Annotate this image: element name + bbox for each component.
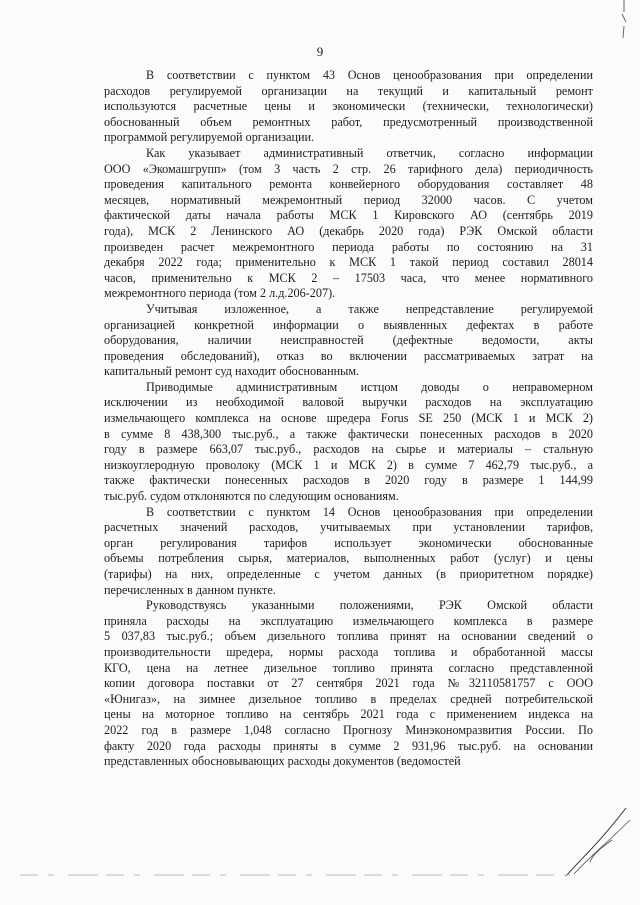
text-line: организацией конкретной информации о выявленных дефектах в работе [104, 317, 593, 332]
text-line: представленных обосновывающих расходы документов (ведомостей [104, 754, 461, 769]
text-line: приняла расходы на эксплуатацию измельчающего комплекса в размере [104, 613, 593, 628]
paragraph [104, 505, 593, 599]
text-line: тыс.руб. судом отклоняются по следующим основаниям. [104, 489, 399, 504]
text-line: месяцев, нормативный межремонтный период 32000 часов. С учетом [104, 192, 593, 207]
paragraph [104, 302, 593, 380]
text-line: также фактически понесенных расходов в 2020 году в размере 1 144,99 [104, 473, 593, 488]
text-line: (тарифы) на них, определенные с учетом данных (в приоритетном порядке) [104, 567, 593, 581]
document-body [104, 68, 593, 770]
text-line: Как указывает административный ответчик, согласно информации [146, 145, 593, 160]
text-line: производительности шредера, нормы расхода топлива и обработанной массы [104, 644, 593, 659]
paragraph [104, 380, 593, 505]
text-line: Учитывая изложенное, а также непредставление регулируемой [146, 301, 593, 316]
paragraph [104, 68, 593, 146]
text-line: 2022 год в размере 1,048 согласно Прогнозу Минэкономразвития России. По [104, 722, 593, 737]
text-line: объемы потребления сырья, материалов, выполненных работ (услуг) и цены [104, 551, 593, 566]
text-line: расходов регулируемой организации на текущий и капитальный ремонт [104, 83, 593, 98]
text-line: В соответствии с пунктом 14 Основ ценообразования при определении [146, 504, 593, 519]
text-line: КГО, цена на летнее дизельное топливо принята согласно представленной [104, 660, 593, 675]
text-line: в сумме 8 438,300 тыс.руб., а также фактически понесенных расходов в 2020 [104, 426, 593, 441]
scan-footer-artifact [20, 872, 580, 878]
text-line: исключении из необходимой валовой выручки расходов на эксплуатацию [104, 395, 593, 410]
text-line: программой регулируемой организации. [104, 130, 315, 145]
text-line: Руководствуясь указанными положениями, РЭК Омской области [146, 598, 593, 613]
text-line: проведения обследований), отказ во включении рассматриваемых затрат на [104, 348, 593, 363]
text-line: факту 2020 года расходы приняты в сумме 2 931,96 тыс.руб. на основании [104, 738, 593, 753]
text-line: измельчающего комплекса на основе шредера Forus SE 250 (МСК 1 и МСК 2) [104, 411, 593, 426]
text-line: перечисленных в данном пункте. [104, 582, 276, 597]
text-line: произведен расчет межремонтного периода работы по состоянию на 31 [104, 239, 593, 254]
text-line: Приводимые административным истцом доводы о неправомерном [146, 379, 593, 394]
text-line: декабря 2022 года; применительно к МСК 1 такой период составил 28014 [104, 255, 593, 270]
scan-edge-mark [618, 0, 630, 40]
text-line: низкоуглеродную проволоку (МСК 1 и МСК 2) в сумме 7 462,79 тыс.руб., а [104, 457, 593, 472]
text-line: фактической даты начала работы МСК 1 Кировского АО (сентябрь 2019 [104, 208, 593, 223]
text-line: В соответствии с пунктом 43 Основ ценообразования при определении [146, 68, 593, 82]
text-line: часов, применительно к МСК 2 – 17503 часа, что менее нормативного [104, 270, 593, 285]
text-line: орган регулирования тарифов использует экономически обоснованные [104, 535, 593, 550]
text-line: обоснованный объем ремонтных работ, предусмотренный производственной [104, 114, 593, 129]
text-line: года), МСК 2 Ленинского АО (декабрь 2020 года) РЭК Омской области [104, 223, 593, 238]
text-line: оборудования, наличии неисправностей (дефектные ведомости, акты [104, 333, 593, 348]
text-line: капитальный ремонт суд находит обоснованным. [104, 364, 360, 379]
text-line: расчетных значений расходов, учитываемых при установлении тарифов, [104, 520, 593, 535]
text-line: году в размере 663,07 тыс.руб., расходов на сырье и материалы – стальную [104, 442, 593, 457]
paragraph [104, 146, 593, 302]
text-line: «Юнигаз», на зимнее дизельное топливо в пределах средней потребительской [104, 691, 593, 706]
text-line: ООО «Экомашгрупп» (том 3 часть 2 стр. 26 тарифного дела) периодичность [104, 161, 593, 176]
paragraph [104, 598, 593, 770]
text-line: проведения капитального ремонта конвейерного оборудования составляет 48 [104, 177, 593, 192]
text-line: 5 037,83 тыс.руб.; объем дизельного топлива принят на основании сведений о [104, 629, 593, 644]
text-line: цены на моторное топливо на сентябрь 2021 года с применением индекса на [104, 707, 593, 722]
text-line: используются расчетные цены и экономически (технически, технологически) [104, 99, 593, 114]
text-line: межремонтного периода (том 2 л.д.206-207). [104, 286, 336, 301]
page-number: 9 [316, 44, 324, 59]
text-line: копии договора поставки от 27 сентября 2021 года №32110581757 с ООО [104, 676, 593, 691]
handwritten-signature [560, 790, 632, 880]
